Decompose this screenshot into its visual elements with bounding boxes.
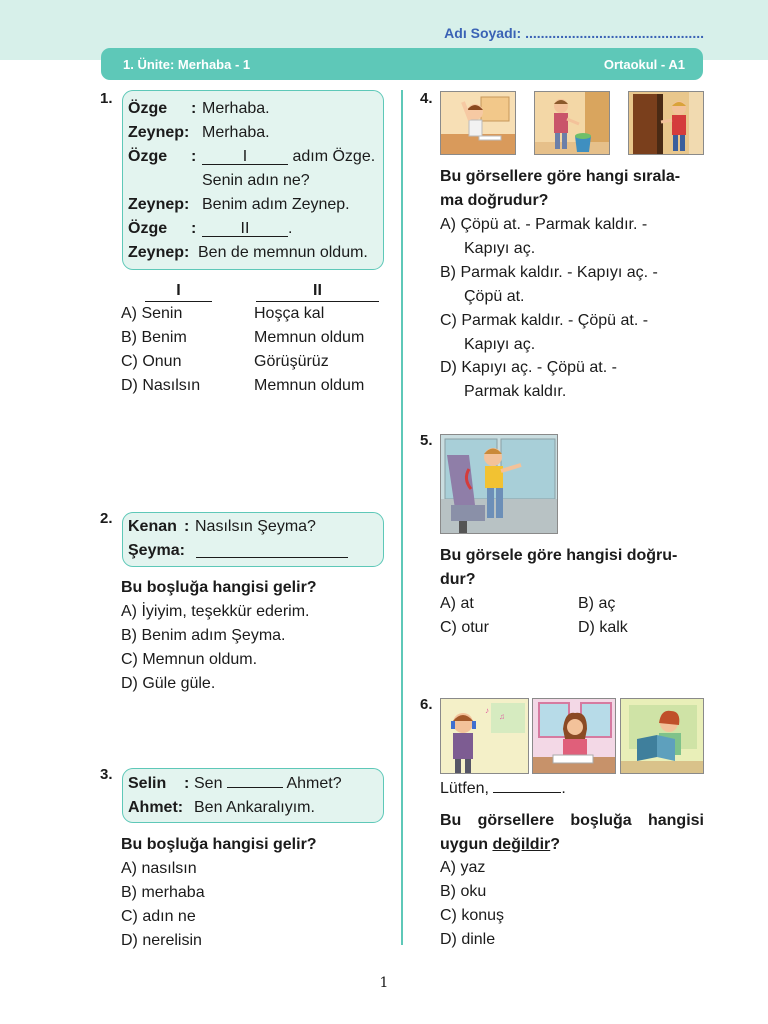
utterance: adım Özge.: [292, 148, 376, 165]
utterance: .: [288, 220, 293, 237]
option-c: C) Onun: [121, 353, 182, 370]
answer-blank: [493, 777, 561, 793]
open-door-illustration: [628, 91, 704, 155]
question-4-text-line2: ma doğrudur?: [440, 192, 549, 209]
speaker: Şeyma:: [128, 542, 185, 559]
utterance-end: Ahmet?: [286, 775, 342, 792]
option-a: A) Çöpü at. - Parmak kaldır. -: [440, 216, 648, 233]
utterance: Nasılsın Şeyma?: [195, 518, 316, 535]
utterance: Senin adın ne?: [202, 172, 310, 189]
svg-text:♫: ♫: [499, 712, 505, 721]
prompt-text: Lütfen,: [440, 780, 489, 797]
option-b: B) Parmak kaldır. - Kapıyı aç. -: [440, 264, 658, 281]
question-6-text-line1: Bu görsellere boşluğa hangisi: [440, 812, 704, 829]
option-b: B) Benim: [121, 329, 187, 346]
speaker: Zeynep:: [128, 244, 190, 261]
option-d: D) dinle: [440, 931, 496, 948]
dialog-line: [128, 193, 383, 217]
column-header-I: I: [145, 281, 212, 302]
speaker: Zeynep:: [128, 196, 190, 213]
answer-blank: [196, 542, 348, 558]
question-3-text: Bu boşluğa hangisi gelir?: [121, 836, 317, 853]
speaker: Özge: [128, 148, 168, 165]
dialog-line: Özge : II .: [128, 220, 293, 237]
dialog-line: [128, 796, 383, 820]
option-c: C) konuş: [440, 907, 505, 924]
question-2-number: 2.: [100, 510, 113, 527]
option-a: A) nasılsın: [121, 860, 197, 877]
option-a: A) yaz: [440, 859, 486, 876]
speaker: Ahmet:: [128, 799, 184, 816]
raise-hand-illustration: [440, 91, 516, 155]
question-4-text-line1: Bu görsellere göre hangi sırala-: [440, 168, 681, 185]
speaker: Selin: [128, 775, 167, 792]
question-6-prompt: [440, 777, 566, 801]
dialog-line: [128, 539, 383, 563]
writing-girl-illustration: [532, 698, 616, 774]
dialog-line: Selin : Sen Ahmet?: [128, 772, 383, 796]
answer-blank-II: II: [202, 221, 288, 237]
option-c: C) adın ne: [121, 908, 196, 925]
question-6-number: 6.: [420, 696, 433, 713]
throw-rubbish-illustration: [534, 91, 610, 155]
question-3-dialog-box: [122, 768, 384, 823]
option-b: B) aç: [578, 595, 616, 612]
option-d: D) kalk: [578, 619, 628, 636]
option-b: B) oku: [440, 883, 487, 900]
option-d: D) nerelisin: [121, 932, 202, 949]
question-6-question-mark: ?: [550, 836, 561, 853]
question-2-dialog-box: [122, 512, 384, 567]
option-d: D) Güle güle.: [121, 675, 216, 692]
header-bar: [101, 48, 703, 80]
dialog-line: [128, 121, 383, 145]
question-5-number: 5.: [420, 432, 433, 449]
question-2-text: Bu boşluğa hangisi gelir?: [121, 579, 317, 596]
level-label: Ortaokul - A1: [603, 57, 685, 72]
option-b-value: Memnun oldum: [254, 329, 365, 346]
column-header-II: II: [256, 281, 379, 302]
unit-title: 1. Ünite: Merhaba - 1: [123, 57, 251, 72]
dialog-line: Özge : Merhaba.: [128, 97, 383, 121]
question-1-dialog-box: [122, 90, 384, 270]
answer-blank-I: I: [202, 149, 288, 165]
option-d-value: Memnun oldum: [254, 377, 365, 394]
dialog-line: [128, 241, 383, 265]
option-a: A) Senin: [121, 305, 183, 322]
utterance: Ben Ankaralıyım.: [194, 799, 315, 816]
option-a: A) at: [440, 595, 474, 612]
question-5-text-line2: dur?: [440, 571, 476, 588]
question-6-text-line2: [440, 833, 560, 857]
dialog-line: [128, 169, 383, 193]
reading-girl-illustration: [620, 698, 704, 774]
question-5-text-line1: Bu görsele göre hangisi doğru-: [440, 547, 678, 564]
option-b-cont: Çöpü at.: [464, 288, 525, 305]
option-c-value: Görüşürüz: [254, 353, 329, 370]
option-d: D) Nasılsın: [121, 377, 201, 394]
option-c: C) Memnun oldum.: [121, 651, 258, 668]
page-number: 1: [379, 975, 389, 991]
option-d: D) Kapıyı aç. - Çöpü at. -: [440, 359, 617, 376]
listening-boy-illustration: [440, 698, 529, 774]
option-c: C) otur: [440, 619, 489, 636]
answer-blank: [227, 772, 283, 788]
option-a: A) İyiyim, teşekkür ederim.: [121, 603, 310, 620]
utterance: Merhaba.: [202, 124, 270, 141]
option-b: B) merhaba: [121, 884, 205, 901]
speaker: Zeynep:: [128, 124, 190, 141]
utterance: Merhaba.: [202, 100, 270, 117]
question-4-number: 4.: [420, 90, 433, 107]
option-a-value: Hoşça kal: [254, 305, 325, 322]
utterance-start: Sen: [194, 775, 223, 792]
option-c: C) Parmak kaldır. - Çöpü at. -: [440, 312, 649, 329]
option-d-cont: Parmak kaldır.: [464, 383, 567, 400]
name-field-label: Adı Soyadı: ..............................................: [444, 25, 704, 41]
question-6-emphasis-degildir: değildir: [492, 836, 551, 853]
dialog-line: Kenan : Nasılsın Şeyma?: [128, 515, 383, 539]
speaker: Özge: [128, 220, 168, 237]
option-b: B) Benim adım Şeyma.: [121, 627, 286, 644]
utterance: Benim adım Zeynep.: [202, 196, 350, 213]
column-divider: [401, 90, 403, 945]
option-c-cont: Kapıyı aç.: [464, 336, 536, 353]
speaker: Kenan: [128, 518, 177, 535]
question-6-word-uygun: uygun: [440, 836, 488, 853]
option-a-cont: Kapıyı aç.: [464, 240, 536, 257]
svg-text:♪: ♪: [485, 706, 489, 715]
boy-standing-up-illustration: [440, 434, 558, 534]
utterance: Ben de memnun oldum.: [198, 244, 368, 261]
prompt-end: .: [561, 780, 566, 797]
question-3-number: 3.: [100, 766, 113, 783]
question-1-number: 1.: [100, 90, 113, 107]
speaker: Özge: [128, 100, 168, 117]
dialog-line: Özge : I adım Özge.: [128, 148, 376, 165]
